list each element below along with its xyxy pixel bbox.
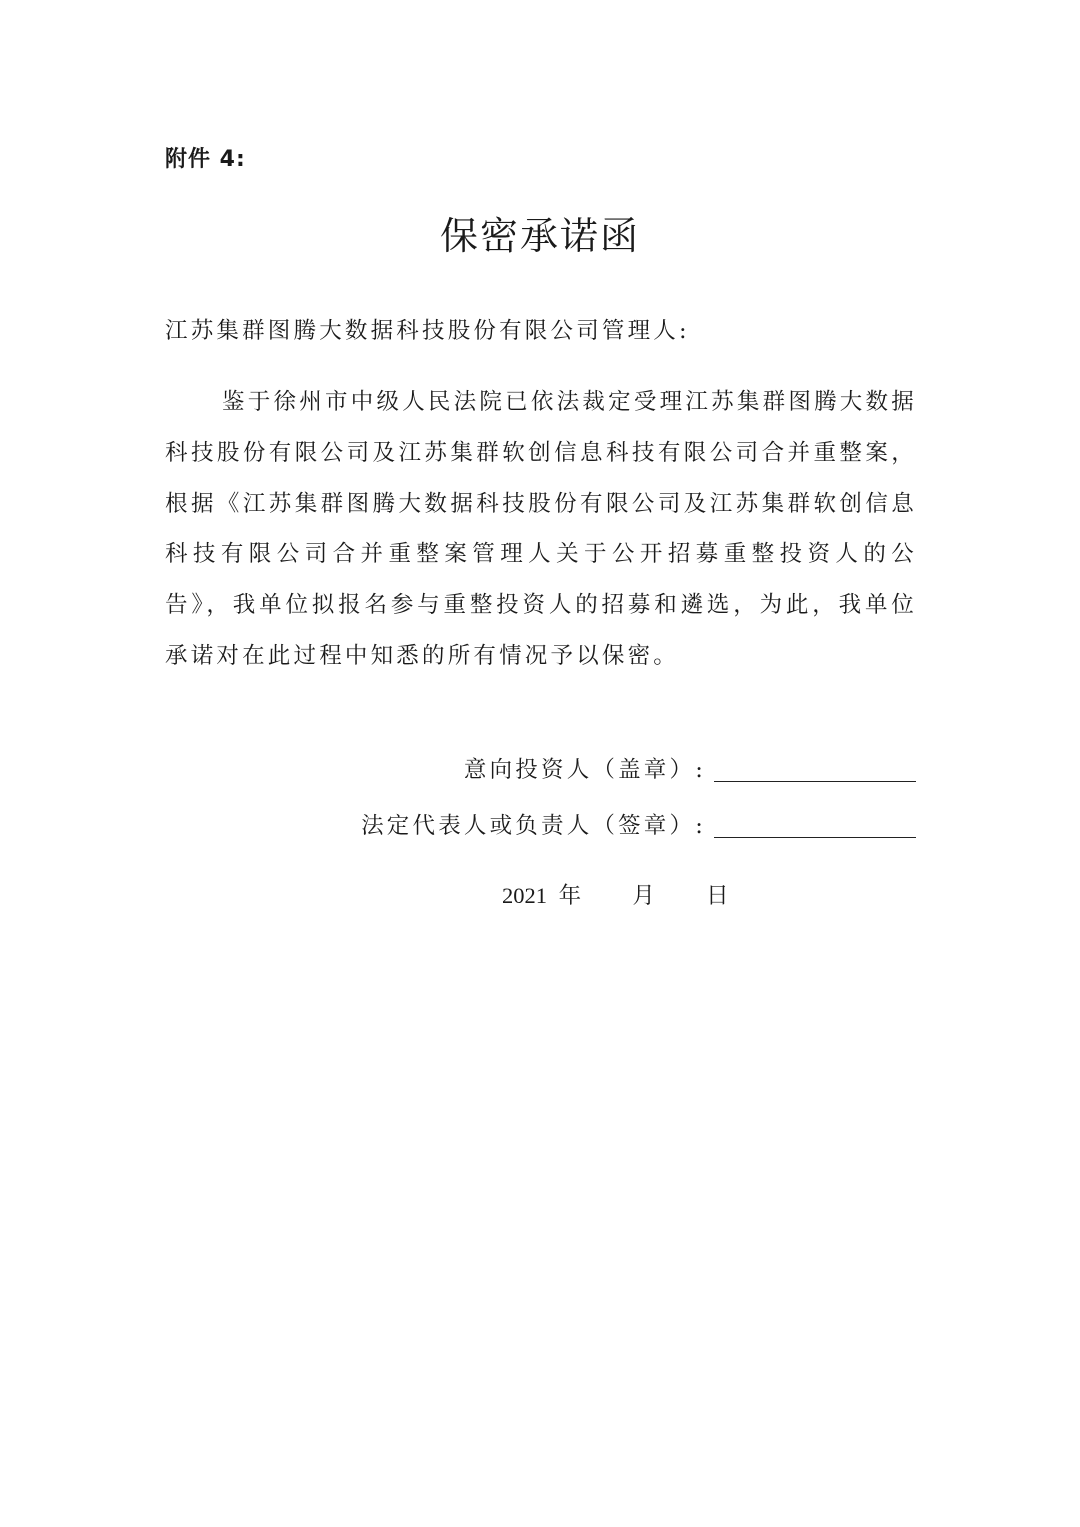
date-month-unit: 月 <box>632 883 655 908</box>
date-year-unit: 年 <box>558 883 582 908</box>
date-day-unit: 日 <box>706 883 729 908</box>
body-paragraph: 鉴于徐州市中级人民法院已依法裁定受理江苏集群图腾大数据科技股份有限公司及江苏集群软创信息科技有限公司合并重整案，根据《江苏集群图腾大数据科技股份有限公司及江苏集群软创信息科技有限公司合并重整案管理人关于公开招募重整投资人的公告》，我单位拟报名参与重整投资人的招募和遴选，为此，我单位承诺对在此过程中知悉的所有情况予以保密。 <box>165 389 917 669</box>
signature-line-investor <box>714 780 916 782</box>
addressee-line: 江苏集群图腾大数据科技股份有限公司管理人: <box>165 318 690 344</box>
signature-label-representative: 法定代表人或负责人（签章）: <box>361 813 706 839</box>
signature-line-representative <box>714 836 916 838</box>
signature-row-representative <box>361 808 916 844</box>
date-line <box>502 878 729 914</box>
signature-label-investor: 意向投资人（盖章）: <box>463 757 706 783</box>
date-year: 2021 <box>502 883 547 908</box>
signature-row-investor <box>464 752 916 788</box>
document-title: 保密承诺函 <box>439 214 640 258</box>
attachment-label: 附件 4: <box>165 147 246 172</box>
